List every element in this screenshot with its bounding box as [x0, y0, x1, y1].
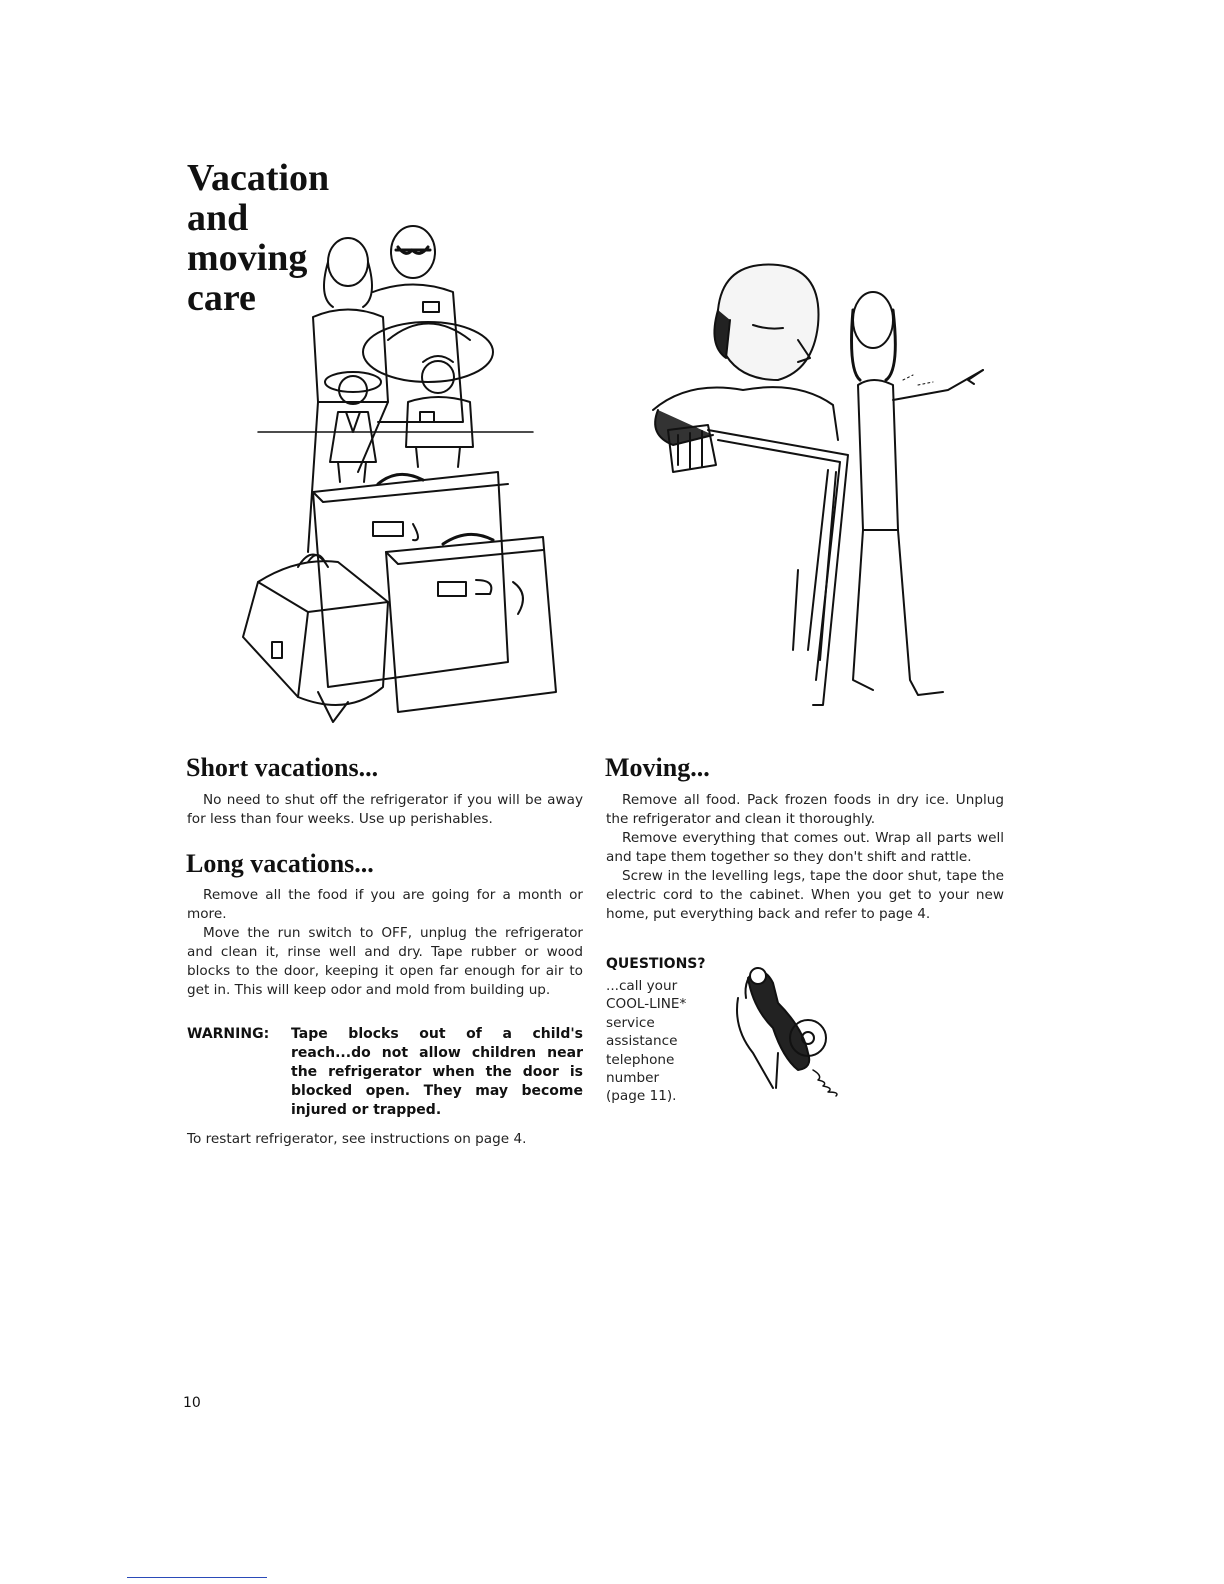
telephone-icon — [728, 958, 848, 1098]
long-vacations-paragraph-1: Remove all the food if you are going for a month or more. — [187, 887, 583, 922]
moving-paragraph-1: Remove all food. Pack frozen foods in dry ice. Unplug the refrigerator and clean it thoroughly. — [606, 792, 1004, 827]
questions-heading: QUESTIONS? — [606, 956, 706, 972]
questions-line-7: (page 11). — [606, 1088, 677, 1105]
long-vacations-text — [187, 886, 583, 1000]
questions-line-4: assistance — [606, 1033, 678, 1050]
title-line-3: moving — [187, 237, 308, 279]
moving-text — [606, 791, 1004, 924]
short-vacations-text — [187, 791, 583, 829]
questions-line-5: telephone — [606, 1051, 675, 1068]
title-line-2: and — [187, 197, 249, 239]
family-luggage-illustration — [238, 222, 568, 727]
short-vacations-heading: Short vacations... — [186, 753, 379, 782]
restart-note-text: To restart refrigerator, see instructions on page 4. — [187, 1131, 527, 1147]
warning-label: WARNING: — [187, 1026, 270, 1042]
questions-text — [606, 977, 736, 1106]
title-line-1: Vacation — [187, 157, 330, 199]
questions-line-1: ...call your — [606, 978, 678, 994]
title-line-4: care — [187, 277, 256, 319]
short-vacations-paragraph: No need to shut off the refrigerator if you will be away for less than four weeks. Use up perishables. — [187, 792, 583, 827]
footer-rule — [127, 1577, 267, 1578]
warning-text: Tape blocks out of a child's reach...do not allow children near the refrigerator when the door is blocked open. They may become injured or trapped. — [291, 1026, 583, 1118]
questions-line-6: number — [606, 1070, 660, 1087]
questions-line-2: COOL-LINE* — [606, 996, 687, 1013]
moving-paragraph-2: Remove everything that comes out. Wrap all parts well and tape them together so they don't shift and rattle. — [606, 830, 1004, 865]
moving-heading: Moving... — [605, 753, 710, 782]
moving-paragraph-3: Screw in the levelling legs, tape the door shut, tape the electric cord to the cabinet. When you get to your new home, put everything back and refer to page 4. — [606, 868, 1004, 922]
couple-mirror-illustration — [648, 240, 988, 720]
long-vacations-heading: Long vacations... — [186, 849, 374, 878]
restart-note — [187, 1130, 583, 1149]
long-vacations-paragraph-2: Move the run switch to OFF, unplug the refrigerator and clean it, rinse well and dry. Tape rubber or wood blocks to the door, keeping it open far enough for air to get in. This will keep odor and mold from building up. — [187, 925, 583, 998]
questions-line-3: service — [606, 1014, 655, 1031]
page-number: 10 — [183, 1395, 201, 1411]
